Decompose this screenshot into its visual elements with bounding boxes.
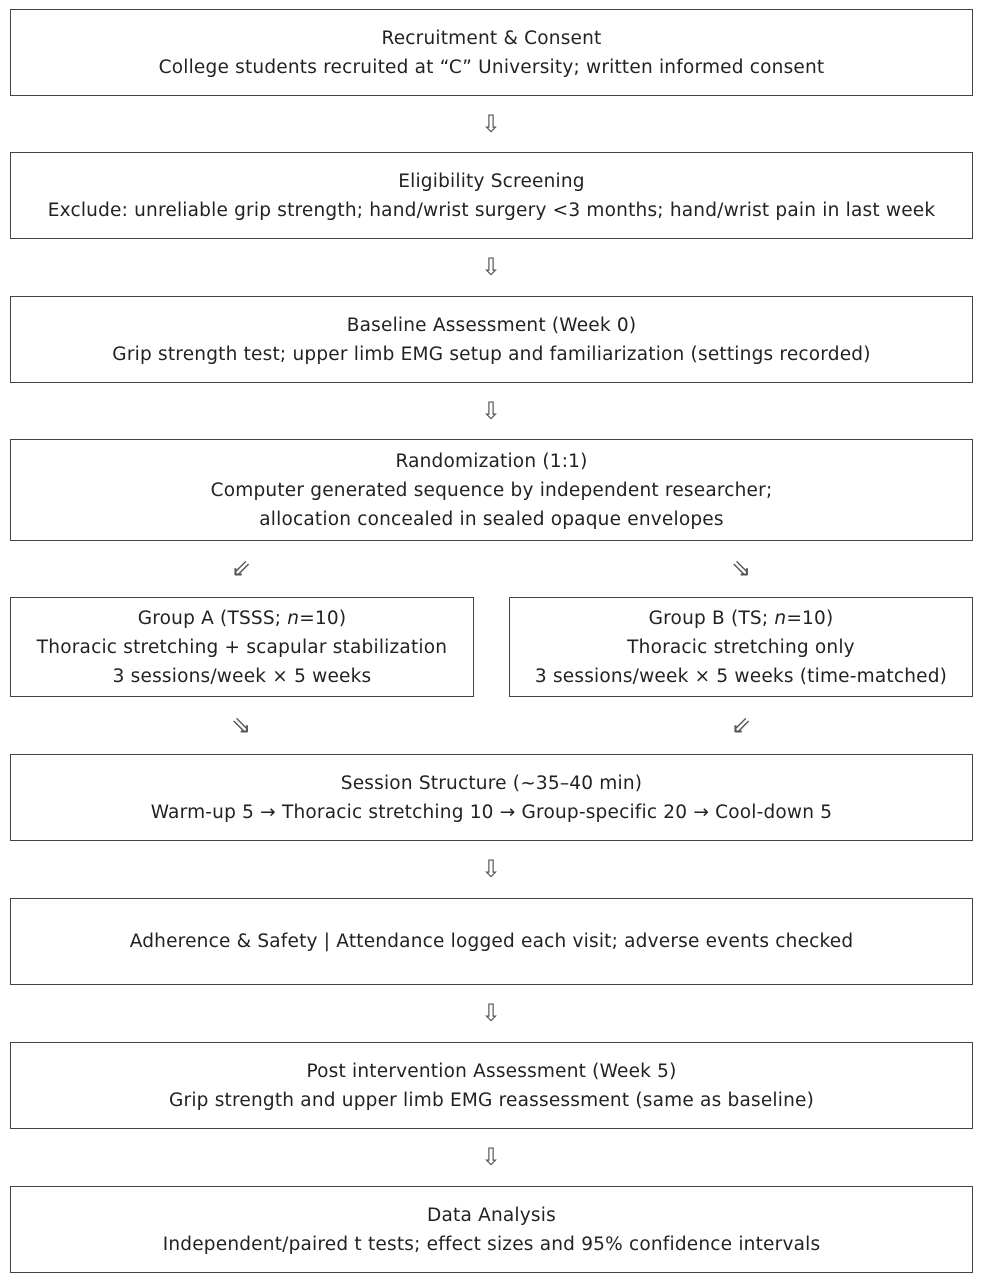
down-arrow-icon: ⇩ bbox=[480, 855, 502, 883]
post-detail: Grip strength and upper limb EMG reassessment (same as baseline) bbox=[168, 1089, 814, 1111]
group-a-detail-1: Thoracic stretching + scapular stabilization bbox=[36, 636, 448, 658]
down-arrow-icon: ⇩ bbox=[480, 999, 502, 1027]
randomization-detail-1: Computer generated sequence by independent researcher; bbox=[210, 479, 773, 501]
down-arrow-icon: ⇩ bbox=[480, 397, 502, 425]
group-b-title bbox=[649, 604, 834, 633]
session-title: Session Structure (~35–40 min) bbox=[340, 772, 643, 794]
group-a-title-suffix: =10) bbox=[299, 607, 347, 629]
group-a-detail-2: 3 sessions/week × 5 weeks bbox=[112, 665, 372, 687]
baseline-title: Baseline Assessment (Week 0) bbox=[346, 314, 637, 336]
down-arrow-icon: ⇩ bbox=[480, 1143, 502, 1171]
recruitment-box bbox=[10, 9, 973, 96]
recruitment-title: Recruitment & Consent bbox=[381, 27, 602, 49]
session-structure-box bbox=[10, 754, 973, 841]
down-left-arrow-icon: ⇙ bbox=[730, 711, 752, 739]
group-a-title bbox=[138, 604, 347, 633]
post-title: Post intervention Assessment (Week 5) bbox=[306, 1060, 677, 1082]
group-a-title-prefix: Group A (TSSS; bbox=[137, 607, 288, 629]
eligibility-box bbox=[10, 152, 973, 239]
group-a-n-symbol: n bbox=[287, 607, 300, 629]
group-b-title-suffix: =10) bbox=[786, 607, 834, 629]
down-left-arrow-icon: ⇙ bbox=[230, 554, 252, 582]
analysis-detail: Independent/paired t tests; effect sizes and 95% confidence intervals bbox=[162, 1233, 821, 1255]
randomization-title: Randomization (1:1) bbox=[395, 450, 588, 472]
baseline-detail: Grip strength test; upper limb EMG setup and familiarization (settings recorded) bbox=[112, 343, 871, 365]
group-a-box bbox=[10, 597, 474, 697]
group-b-box bbox=[509, 597, 973, 697]
group-b-title-prefix: Group B (TS; bbox=[648, 607, 775, 629]
randomization-detail-2: allocation concealed in sealed opaque envelopes bbox=[259, 508, 724, 530]
eligibility-title: Eligibility Screening bbox=[398, 170, 585, 192]
analysis-title: Data Analysis bbox=[427, 1204, 556, 1226]
eligibility-detail: Exclude: unreliable grip strength; hand/wrist surgery <3 months; hand/wrist pain in last week bbox=[47, 199, 936, 221]
down-arrow-icon: ⇩ bbox=[480, 253, 502, 281]
adherence-text: Adherence & Safety | Attendance logged each visit; adverse events checked bbox=[129, 931, 854, 952]
post-assessment-box bbox=[10, 1042, 973, 1129]
down-arrow-icon: ⇩ bbox=[480, 110, 502, 138]
adherence-box bbox=[10, 898, 973, 985]
recruitment-detail: College students recruited at “C” University; written informed consent bbox=[158, 56, 825, 78]
group-b-detail-2: 3 sessions/week × 5 weeks (time-matched) bbox=[534, 665, 948, 687]
data-analysis-box bbox=[10, 1186, 973, 1273]
randomization-box bbox=[10, 439, 973, 541]
down-right-arrow-icon: ⇘ bbox=[730, 554, 752, 582]
group-b-n-symbol: n bbox=[774, 607, 787, 629]
group-b-detail-1: Thoracic stretching only bbox=[627, 636, 855, 658]
down-right-arrow-icon: ⇘ bbox=[230, 711, 252, 739]
session-detail: Warm-up 5 → Thoracic stretching 10 → Group-specific 20 → Cool-down 5 bbox=[150, 801, 833, 823]
baseline-box bbox=[10, 296, 973, 383]
